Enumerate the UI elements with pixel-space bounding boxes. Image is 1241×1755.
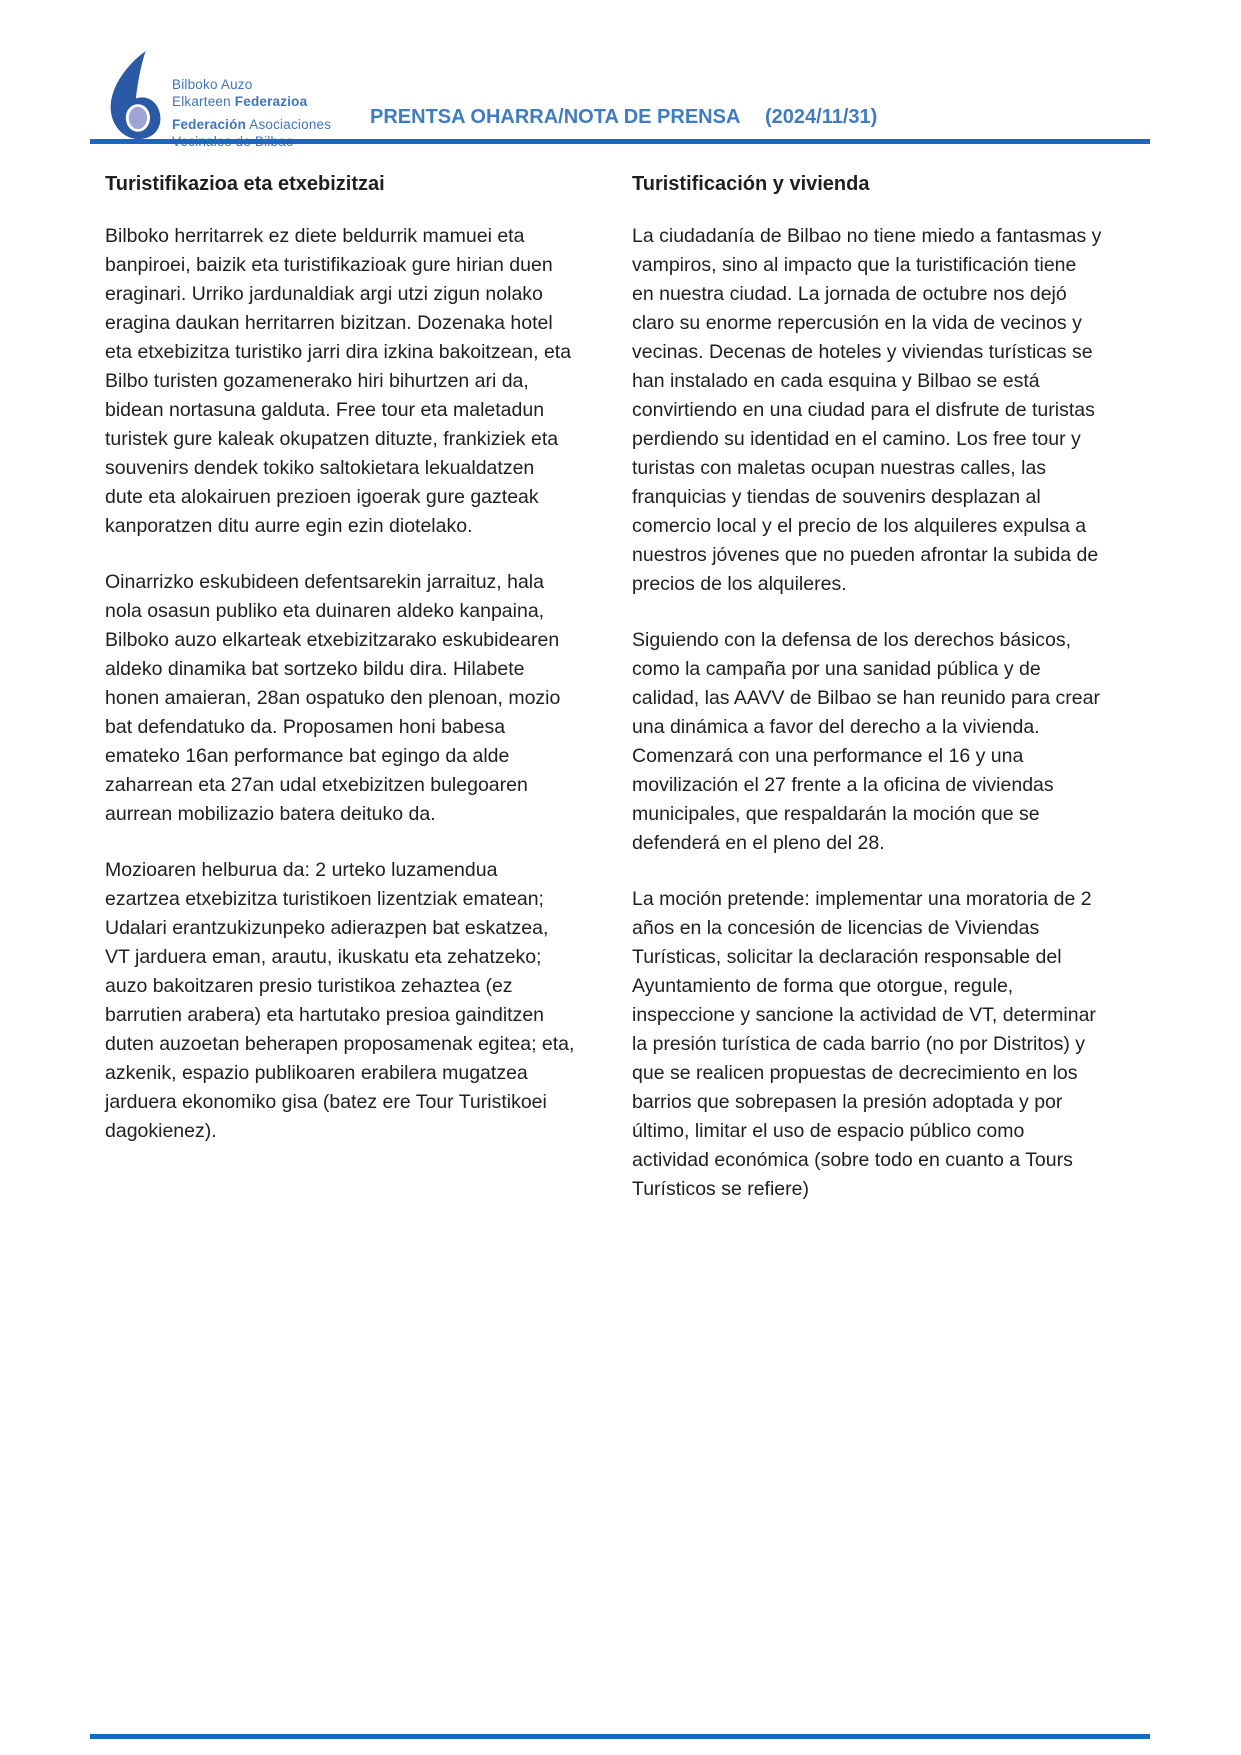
press-release-date: (2024/11/31) xyxy=(765,106,878,128)
column-spanish xyxy=(632,172,1102,1231)
column-spanish-heading: Turistificación y vivienda xyxy=(632,173,870,195)
paragraph: La ciudadanía de Bilbao no tiene miedo a fantasmas y vampiros, sino al impacto que la turistificación tiene en nuestra ciudad. La jornada de octubre nos dejó claro su enorme repercusión en la vida de vecinos y vecinas. Decenas de hoteles y viviendas turísticas se han instalado en cada esquina y Bilbao se está convirtiendo en una ciudad para el disfrute de turistas perdiendo su identidad en el camino. Los free tour y turistas con maletas ocupan nuestras calles, las franquicias y tiendas de souvenirs desplazan al comercio local y el precio de los alquileres expulsa a nuestros jóvenes que no pueden afrontar la subida de precios de los alquileres. xyxy=(632,225,1102,595)
column-basque xyxy=(105,172,575,1231)
document-body xyxy=(105,172,1102,1231)
logo-line-basque-2: Elkarteen Federazioa xyxy=(172,94,308,109)
logo-line-spanish-1: Federación Asociaciones xyxy=(172,117,332,132)
paragraph: Siguiendo con la defensa de los derechos básicos, como la campaña por una sanidad pública y de calidad, las AAVV de Bilbao se han reunido para crear una dinámica a favor del derecho a la vivienda. Comenzará con una performance el 16 y una movilización el 27 frente a la oficina de viviendas municipales, que respaldarán la moción que se defenderá en el pleno del 28. xyxy=(632,629,1100,854)
press-release-title: PRENTSA OHARRA/NOTA DE PRENSA xyxy=(370,106,741,128)
paragraph: Mozioaren helburua da: 2 urteko luzamendua ezartzea etxebizitza turistikoen lizentziak ematean; Udalari erantzukizunpeko adierazpen bat eskatzea, VT jarduera eman, arautu, ikuskatu eta zehatzeko; auzo bakoitzaren presio turistikoa zehaztea (ez barrutien arabera) eta hartutako presioa gainditzen duten auzoetan beherapen proposamenak egitea; eta, azkenik, espazio publikoaren erabilera mugatzea jarduera ekonomiko gisa (batez ere Tour Turistikoei dagokienez). xyxy=(105,859,575,1142)
footer-divider xyxy=(90,1734,1150,1739)
paragraph: La moción pretende: implementar una moratoria de 2 años en la concesión de licencias de Viviendas Turísticas, solicitar la declaración responsable del Ayuntamiento de forma que otorgue, regule, inspeccione y sancione la actividad de VT, determinar la presión turística de cada barrio (no por Distritos) y que se realicen propuestas de decrecimiento en los barrios que sobrepasen la presión adoptada y por último, limitar el uso de espacio público como actividad económica (sobre todo en cuanto a Tours Turísticos se refiere) xyxy=(632,888,1096,1200)
header-divider xyxy=(90,139,1150,144)
paragraph: Oinarrizko eskubideen defentsarekin jarraituz, hala nola osasun publiko eta duinaren aldeko kanpaina, Bilboko auzo elkarteak etxebizitzarako eskubidearen aldeko dinamika bat sortzeko bildu dira. Hilabete honen amaieran, 28an ospatuko den plenoan, mozio bat defendatuko da. Proposamen honi babesa emateko 16an performance bat egingo da alde zaharrean eta 27an udal etxebizitzen bulegoaren aurrean mobilizazio batera deituko da. xyxy=(105,571,561,825)
federation-drop-logo-icon xyxy=(106,49,164,142)
column-basque-heading: Turistifikazioa eta etxebizitzai xyxy=(105,173,385,195)
logo-line-basque-1: Bilboko Auzo xyxy=(172,77,253,92)
paragraph: Bilboko herritarrek ez diete beldurrik mamuei eta banpiroei, baizik eta turistifikazioak gure hirian duen eraginari. Urriko jardunaldiak argi utzi zigun nolako eragina daukan herritarren bizitzan. Dozenaka hotel eta etxebizitza turistiko jarri dira izkina bakoitzean, eta Bilbo turisten gozamenerako hiri bihurtzen ari da, bidean nortasuna galduta. Free tour eta maletadun turistek gure kaleak okupatzen dituzte, frankiziek eta souvenirs dendek tokiko saltokietara lekualdatzen dute eta alokairuen prezioen igoerak gure gazteak kanporatzen ditu aurre egin ezin diotelako. xyxy=(105,225,572,537)
